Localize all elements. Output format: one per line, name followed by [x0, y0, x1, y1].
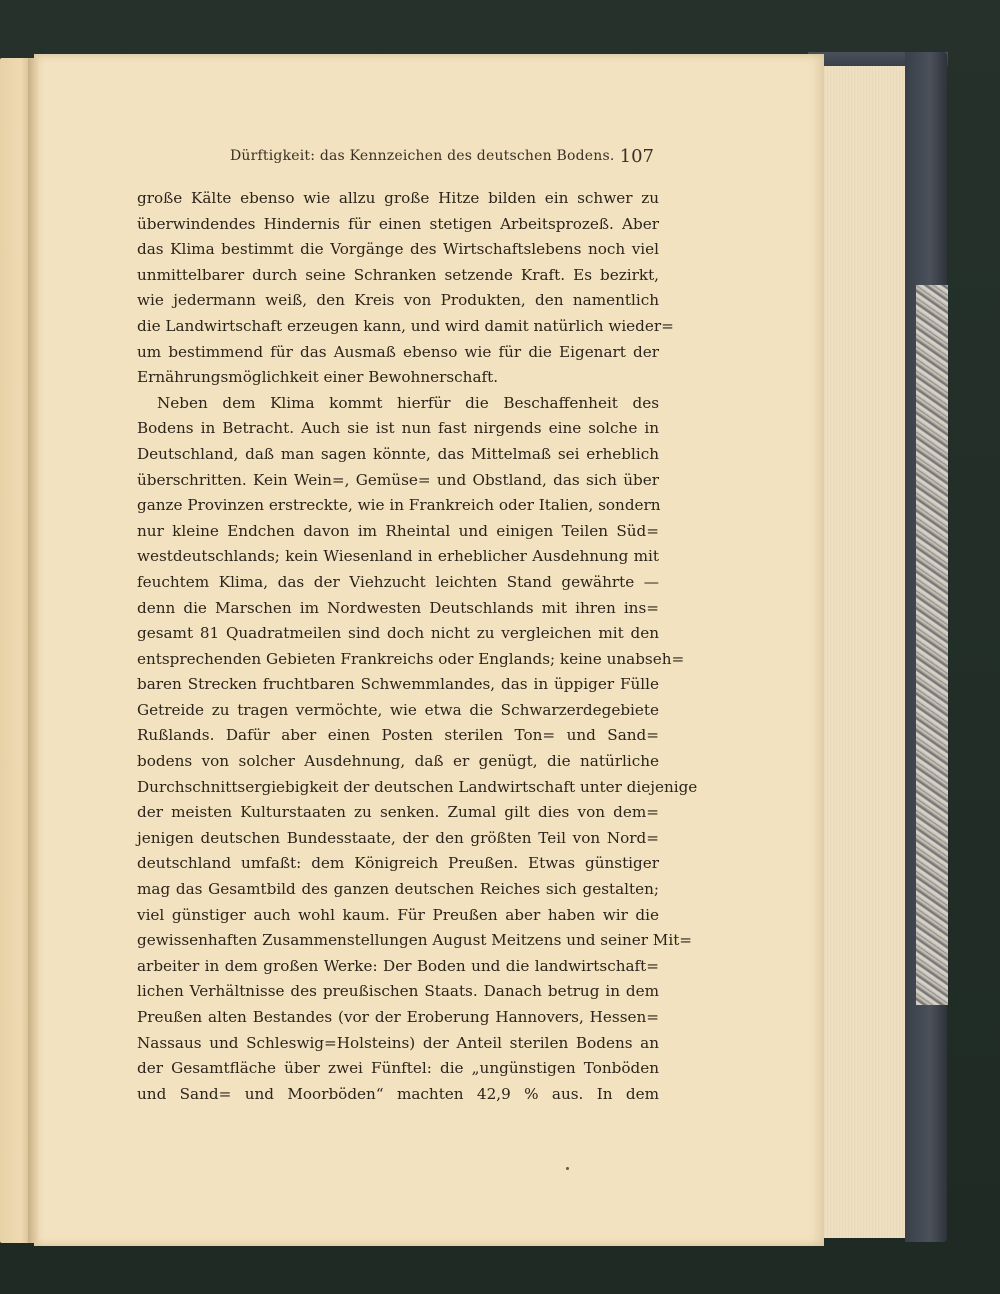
text-line: denn die Marschen im Nordwesten Deutschlands mit ihren ins= — [137, 598, 659, 617]
text-line: Preußen alten Bestandes (vor der Eroberung Hannovers, Hessen= — [137, 1008, 659, 1026]
text-line: wie jedermann weiß, den Kreis von Produkten, den namentlich — [137, 291, 659, 310]
text-line: Getreide zu tragen vermöchte, wie etwa die Schwarzerdegebiete — [137, 700, 659, 719]
text-line: der Gesamtfläche über zwei Fünftel: die „ungünstigen Tonböden — [137, 1059, 659, 1078]
text-line: lichen Verhältnisse des preußischen Staats. Danach betrug in dem — [137, 982, 659, 1001]
text-line: mag das Gesamtbild des ganzen deutschen Reiches sich gestalten; — [137, 880, 659, 899]
text-line: nur kleine Endchen davon im Rheintal und einigen Teilen Süd= — [137, 521, 659, 540]
text-line: westdeutschlands; kein Wiesenland in erheblicher Ausdehnung mit — [137, 547, 659, 566]
text-line: jenigen deutschen Bundesstaate, der den größten Teil von Nord= — [137, 828, 659, 847]
running-title: Dürftigkeit: das Kennzeichen des deutschen Bodens. — [230, 148, 615, 164]
page-gutter — [28, 58, 38, 1243]
page-fore-edge — [818, 58, 913, 1238]
text-line: Durchschnittsergiebigkeit der deutschen Landwirtschaft unter diejenige — [137, 777, 698, 796]
marbled-cover-pattern — [916, 285, 948, 1005]
text-line: Neben dem Klima kommt hierfür die Beschaffenheit des — [157, 393, 659, 412]
text-line: um bestimmend für das Ausmaß ebenso wie für die Eigenart der — [137, 342, 659, 361]
page-header — [230, 146, 660, 170]
text-line: das Klima bestimmt die Vorgänge des Wirtschaftslebens noch viel — [137, 240, 659, 259]
text-line: Bodens in Betracht. Auch sie ist nun fast nirgends eine solche in — [137, 419, 659, 438]
text-line: gewissenhaften Zusammenstellungen August Meitzens und seiner Mit= — [137, 931, 693, 950]
text-line: baren Strecken fruchtbaren Schwemmlandes, das in üppiger Fülle — [137, 675, 659, 694]
text-line: deutschland umfaßt: dem Königreich Preußen. Etwas günstiger — [137, 854, 659, 873]
text-line: arbeiter in dem großen Werke: Der Boden und die landwirtschaft= — [137, 956, 659, 975]
text-line: Rußlands. Dafür aber einen Posten sterilen Ton= und Sand= — [137, 726, 659, 745]
text-line: Deutschland, daß man sagen könnte, das Mittelmaß sei erheblich — [137, 444, 659, 463]
page-speck — [566, 1167, 569, 1170]
text-line: der meisten Kulturstaaten zu senken. Zumal gilt dies von dem= — [137, 803, 659, 822]
text-line: viel günstiger auch wohl kaum. Für Preußen aber haben wir die — [137, 905, 659, 924]
text-line: Ernährungsmöglichkeit einer Bewohnerschaft. — [137, 368, 499, 387]
text-line: ganze Provinzen erstreckte, wie in Frankreich oder Italien, sondern — [137, 496, 661, 515]
text-line: überwindendes Hindernis für einen stetigen Arbeitsprozeß. Aber — [137, 214, 659, 233]
text-line: entsprechenden Gebieten Frankreichs oder Englands; keine unabseh= — [137, 649, 685, 668]
text-line: überschritten. Kein Wein=, Gemüse= und Obstland, das sich über — [137, 470, 659, 489]
left-facing-page — [0, 58, 30, 1243]
body-text — [137, 186, 698, 1107]
text-line: Nassaus und Schleswig=Holsteins) der Anteil sterilen Bodens an — [137, 1033, 659, 1052]
text-line: feuchtem Klima, das der Viehzucht leichten Stand gewährte — — [137, 572, 659, 591]
text-line: gesamt 81 Quadratmeilen sind doch nicht zu vergleichen mit den — [137, 624, 659, 643]
page-number: 107 — [619, 146, 654, 167]
text-line: die Landwirtschaft erzeugen kann, und wird damit natürlich wieder= — [137, 316, 674, 335]
text-line: große Kälte ebenso wie allzu große Hitze bilden ein schwer zu — [137, 189, 659, 207]
text-line: bodens von solcher Ausdehnung, daß er genügt, die natürliche — [137, 752, 659, 771]
text-line: und Sand= und Moorböden“ machten 42,9 % aus. In dem — [137, 1084, 659, 1103]
text-line: unmittelbarer durch seine Schranken setzende Kraft. Es bezirkt, — [137, 265, 659, 284]
